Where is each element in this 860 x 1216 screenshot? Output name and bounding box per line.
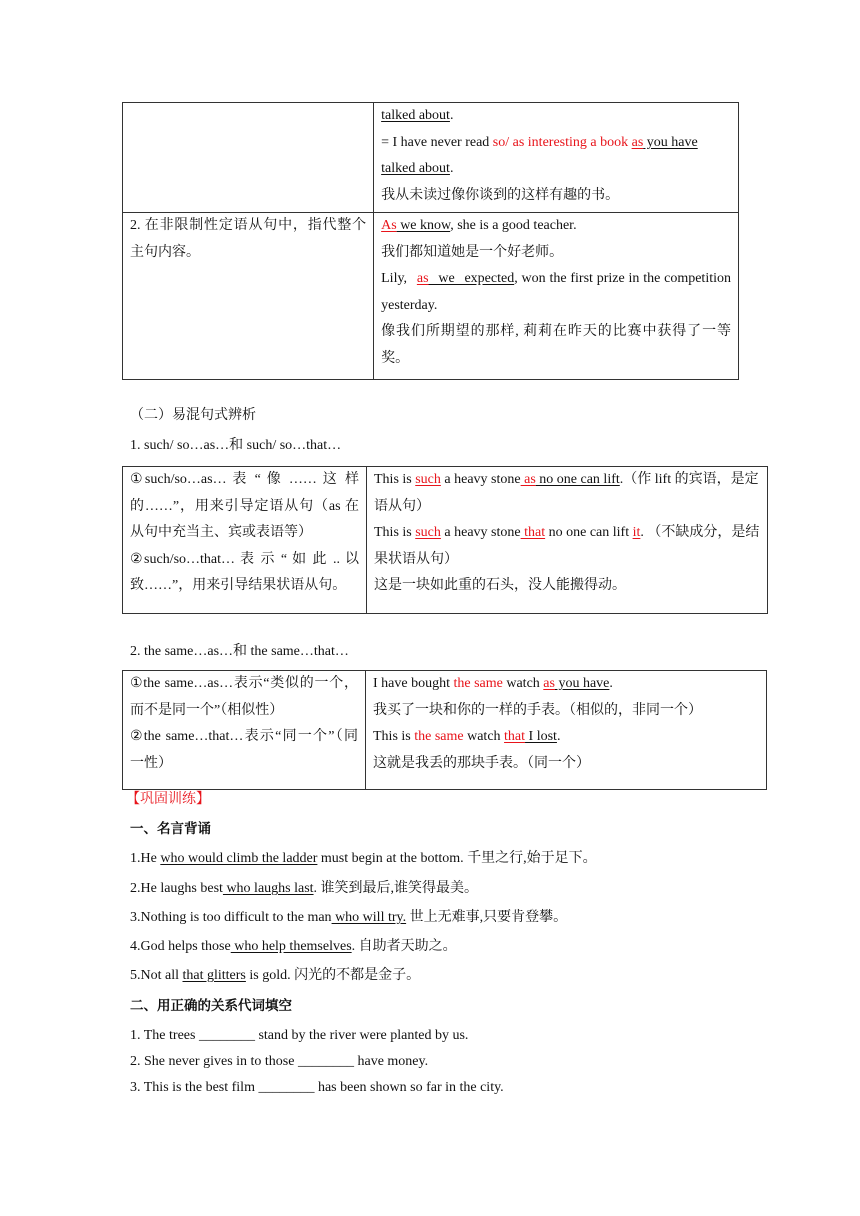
chinese-translation: 这是一块如此重的石头，没人能搬得动。: [374, 578, 626, 593]
chinese-translation: 像我们所期望的那样, 莉莉在昨天的比赛中获得了一等奖。: [381, 324, 731, 366]
list-item: 5.Not all that glitters is gold. 闪光的不都是金子。: [130, 968, 421, 983]
list-item: 2.He laughs best who laughs last. 谁笑到最后,谁笑得最美。: [130, 881, 479, 896]
highlight-as: as: [520, 472, 536, 487]
table-cell-rule: ①the same…as…表示“类似的一个，而不是同一个”（相似性） ②the same…that…表示“同一个”（同一性）: [123, 671, 366, 790]
table-cell-rule: [123, 213, 374, 380]
table-as-usage: [122, 102, 739, 380]
table-cell-empty: [123, 103, 374, 213]
fill-blank[interactable]: ________: [198, 1028, 255, 1043]
rule-text: 2. 在非限制性定语从句中，指代整个主句内容。: [130, 218, 367, 260]
highlight-the-same: the same: [453, 676, 503, 691]
chinese-translation: 我买了一块和你的一样的手表。（相似的，非同一个）: [373, 702, 702, 718]
highlight-as: as: [631, 134, 644, 150]
highlight-the-same: the same: [414, 729, 464, 744]
table-cell-rule: ①such/so…as… 表 “ 像 …… 这 样的……”，用来引导定语从句（as 在从句中充当主、宾或表语等） ②such/so…that… 表 示 “ 如 此 .. 以 致……”，用来引导结果状语从句。: [123, 467, 367, 614]
highlight-as: as: [416, 271, 429, 286]
list-item: 4.God helps those who help themselves. 自助者天助之。: [130, 939, 457, 954]
highlight-phrase: so/ as interesting a book: [492, 134, 629, 150]
table-row: [123, 467, 768, 614]
fill-blank[interactable]: ________: [297, 1054, 354, 1069]
underlined-phrase: talked about: [381, 108, 450, 123]
highlight-as: as: [543, 676, 555, 691]
exercise-item: 3. This is the best film ________ has been shown so far in the city.: [130, 1078, 504, 1098]
chinese-translation: 这就是我丢的那块手表。（同一个）: [373, 755, 590, 771]
chinese-translation: 我从未读过像你谈到的这样有趣的书。: [381, 187, 620, 203]
table-row: [123, 103, 739, 213]
highlight-that: that: [504, 729, 526, 744]
list-item: 3.Nothing is too difficult to the man who will try. 世上无难事,只要肯登攀。: [130, 910, 568, 925]
table-cell-example: This is such a heavy stone as no one can lift.（作 lift 的宾语，是定语从句） This is such a heavy stone that no one can lift it. （不缺成分，是结果状语从句） 这是一块如此重的石头，没人能搬得动。: [367, 467, 768, 614]
highlight-it: it: [632, 525, 641, 540]
exercise-item: 2. She never gives in to those ________ have money.: [130, 1052, 428, 1072]
table-the-same: [122, 670, 767, 790]
table-row: [123, 213, 739, 380]
practice-heading: 【巩固训练】: [126, 792, 210, 807]
highlight-such: such: [415, 525, 441, 540]
table-cell-example: As we know, she is a good teacher. 我们都知道她是一个好老师。 Lily, as we expected, won the first prize in the competition yesterday. 像我们所期望的那样, 莉莉在昨天的比赛中获得了一等奖。: [374, 213, 739, 380]
item-heading: 2. the same…as…和 the same…that…: [130, 644, 349, 659]
table-cell-example: talked about. = I have never read so/ as interesting a book as you have talked about. 我从未读过像你谈到的这样有趣的书。: [374, 103, 739, 213]
underlined-phrase: talked about: [381, 161, 450, 176]
part-heading: 二、用正确的关系代词填空: [130, 998, 292, 1014]
table-cell-example: I have bought the same watch as you have. 我买了一块和你的一样的手表。（相似的，非同一个） This is the same watch that I lost. 这就是我丢的那块手表。（同一个）: [366, 671, 767, 790]
item-heading: 1. such/ so…as…和 such/ so…that…: [130, 438, 342, 453]
exercise-item: 1. The trees ________ stand by the river were planted by us.: [130, 1026, 468, 1046]
list-item: 1.He who would climb the ladder must begin at the bottom. 千里之行,始于足下。: [130, 851, 597, 866]
highlight-that: that: [520, 525, 546, 540]
fill-blank[interactable]: ________: [258, 1080, 315, 1095]
part-heading: 一、名言背诵: [130, 821, 211, 837]
section-heading: （二）易混句式辨析: [130, 408, 256, 423]
highlight-such: such: [415, 472, 441, 487]
chinese-translation: 我们都知道她是一个好老师。: [381, 244, 564, 260]
table-such-so: [122, 466, 768, 614]
highlight-as: As: [381, 218, 397, 233]
table-row: [123, 671, 767, 790]
